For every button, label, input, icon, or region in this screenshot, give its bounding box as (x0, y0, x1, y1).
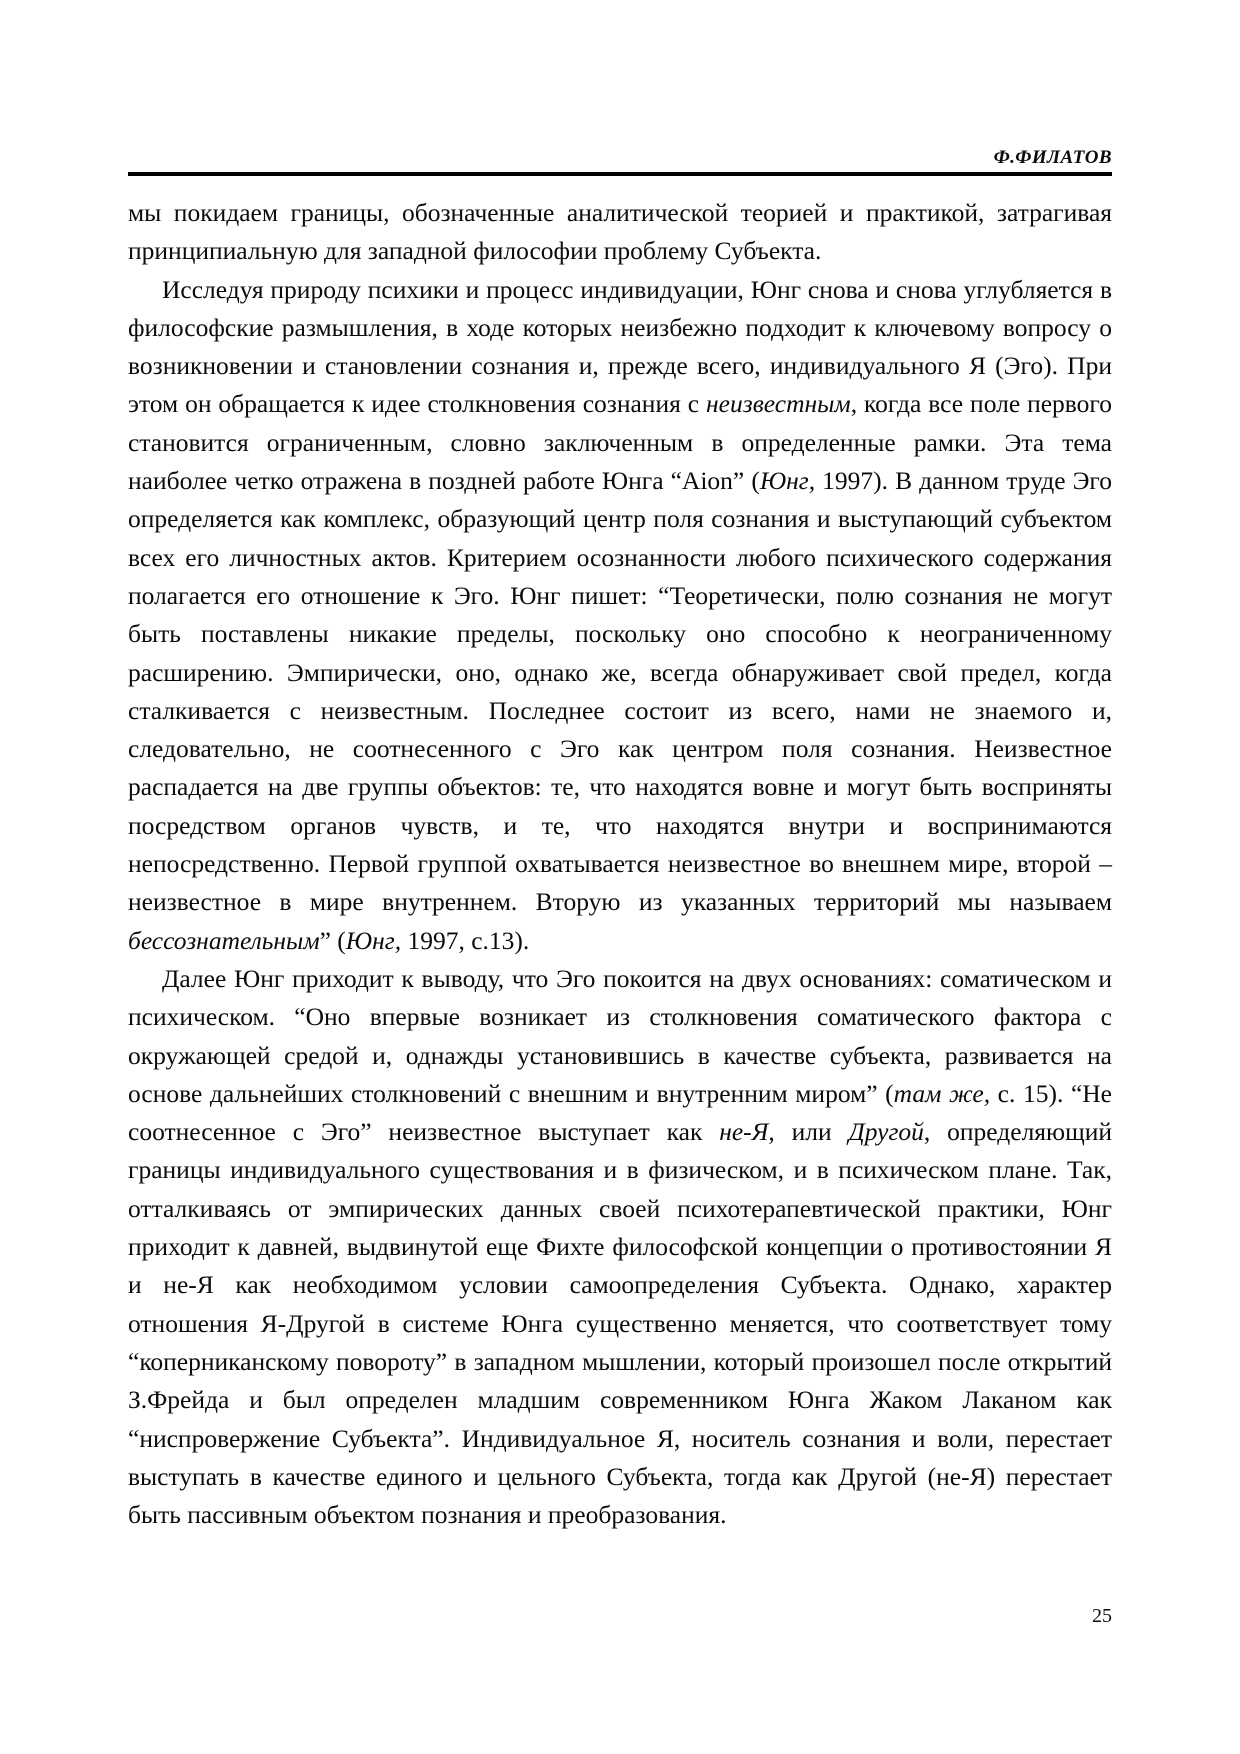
header-rule (128, 172, 1112, 176)
text-run: Далее Юнг приходит к выводу, что Эго покоится на двух основаниях: соматическом и психическом. “Оно впервые возникает из столкновения соматического фактора с окружающей средой и, однажды установившись в качестве субъекта, развивается на основе дальнейших столкновений с внешним и внутренним миром” ( (128, 963, 1112, 1108)
emphasis-bessoznatelnym: бессознательным (128, 925, 320, 955)
text-run: , определяющий границы индивидуального существования и в физическом, и в психическом плане. Так, отталкиваясь от эмпирических данных своей психотерапевтической практики, Юнг приходит к давней, выдвинутой еще Фихте философской концепции о противостоянии Я и не-Я как необходимом условии самоопределения Субъекта. Однако, характер отношения Я-Другой в системе Юнга существенно меняется, что соответствует тому “коперниканскому повороту” в западном мышлении, который произошел после открытий З.Фрейда и был определен младшим современником Юнга Жаком Лаканом как “ниспровержение Субъекта”. Индивидуальное Я, носитель сознания и воли, перестает выступать в качестве единого и цельного Субъекта, тогда как Другой (не-Я) перестает быть пассивным объектом познания и преобразования. (128, 1117, 1112, 1530)
emphasis-neizvestnym: неизвестным (706, 389, 851, 419)
text-run: , или (768, 1117, 849, 1147)
page-content (128, 148, 1112, 1534)
running-head: Ф.ФИЛАТОВ (993, 147, 1112, 168)
text-run: ” ( (319, 925, 346, 955)
citation-author-jung-2: Юнг, (345, 925, 402, 955)
paragraph-jung-aion (128, 271, 1112, 960)
paragraph-ego-foundations (128, 960, 1112, 1534)
text-run: мы покидаем границы, обозначенные аналитической теорией и практикой, затрагивая принципиальную для западной философии проблему Субъекта. (128, 198, 1112, 266)
text-run: с. 15). “Не соотнесенное с Эго” неизвестное выступает как (128, 1078, 1112, 1147)
paragraph-continued (128, 194, 1112, 271)
page-number: 25 (1092, 1605, 1112, 1627)
text-run: Исследуя природу психики и процесс индивидуации, Юнг снова и снова углубляется в философские размышления, в ходе которых неизбежно подходит к ключевому вопросу о возникновении и становлении сознания и, прежде всего, индивидуального Я (Эго). При этом он обращается к идее столкновения сознания с (128, 274, 1112, 419)
emphasis-ne-ya: не-Я (719, 1117, 769, 1147)
text-run: 1997). В данном труде Эго определяется как комплекс, образующий центр поля сознания и выступающий субъектом всех его личностных актов. Критерием осознанности любого психического содержания полагается его отношение к Эго. Юнг пишет: “Теоретически, полю сознания не могут быть поставлены никакие пределы, поскольку оно способно к неограниченному расширению. Эмпирически, оно, однако же, всегда обнаруживает свой предел, когда сталкивается с неизвестным. Последнее состоит из всего, нами не знаемого и, следовательно, не соотнесенного с Эго как центром поля сознания. Неизвестное распадается на две группы объектов: те, что находятся вовне и могут быть восприняты посредством органов чувств, и те, что находятся внутри и воспринимаются непосредственно. Первой группой охватывается неизвестное во внешнем мире, второй – неизвестное в мире внутреннем. Вторую из указанных территорий мы называем (128, 466, 1112, 917)
text-run: , когда все поле первого становится ограниченным, словно заключенным в определенные рамки. Эта тема наиболее четко отражена в поздней работе Юнга “Aion” ( (128, 389, 1112, 496)
body-text (128, 194, 1112, 1534)
text-run: 1997, с.13). (401, 925, 530, 955)
emphasis-drugoy: Другой (848, 1117, 924, 1147)
citation-author-jung: Юнг, (759, 466, 816, 496)
citation-ibid: там же, (893, 1078, 991, 1108)
